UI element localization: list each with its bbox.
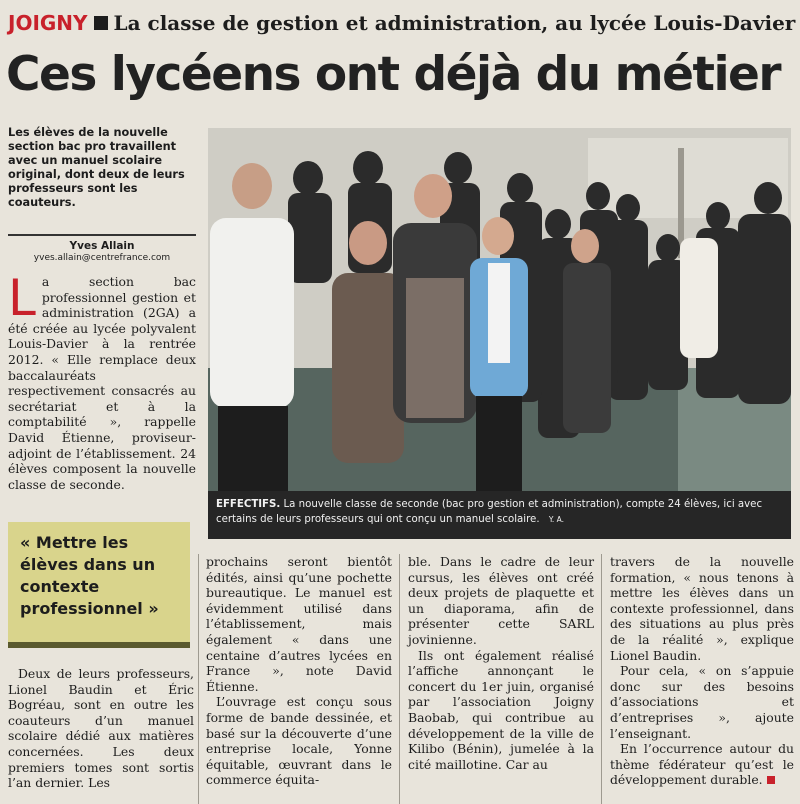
body-column-1 xyxy=(8,666,194,791)
group-photo-illustration xyxy=(208,128,791,491)
pull-quote: « Mettre les élèves dans un contexte professionnel » xyxy=(20,533,159,618)
column-paragraph: ble. Dans le cadre de leur cursus, les élèves ont créé deux projets de plaquette et un diaporama, afin de présenter cette SARL jovinienne. xyxy=(408,554,594,647)
end-mark-icon xyxy=(767,776,775,784)
kicker-subject: La classe de gestion et administration, au lycée Louis-Davier xyxy=(113,11,796,35)
column-paragraph: travers de la nouvelle formation, « nous tenons à mettre les élèves dans un contexte professionnel, dans des situations au plus près de la réalité », explique Lionel Baudin. xyxy=(610,554,794,663)
column-paragraph: L’ouvrage est conçu sous forme de bande dessinée, et basé sur la découverte d’une entreprise locale, Yonne équitable, œuvrant dans le commerce équita- xyxy=(206,694,392,788)
column-divider xyxy=(198,554,199,804)
lead-text: a section bac professionnel gestion et administration (2GA) a été créée au lycée polyvalent Louis-Davier à la rentrée 2012. « Elle remplace deux baccalauréats respectivement consacrés au secrétariat et à la comptabilité », rappelle David Étienne, proviseur-adjoint de l’établissement. 24 élèves composent la nouvelle classe de seconde. xyxy=(8,274,196,492)
drop-cap: L xyxy=(8,269,36,327)
headline: Ces lycéens ont déjà du métier xyxy=(6,47,781,102)
photo-caption xyxy=(208,491,791,539)
caption-label: EFFECTIFS. xyxy=(216,499,281,510)
byline-divider xyxy=(8,234,196,236)
body-column-2 xyxy=(206,554,392,788)
column-divider xyxy=(399,554,400,804)
kicker-square-icon xyxy=(94,16,108,30)
group-photo xyxy=(208,128,791,491)
pull-quote-box xyxy=(8,522,190,648)
byline-email: yves.allain@centrefrance.com xyxy=(33,253,171,263)
caption-text: La nouvelle classe de seconde (bac pro gestion et administration), compte 24 élèves, ici avec certains de leurs professeurs qui ont conçu un manuel scolaire. xyxy=(216,499,763,525)
column-divider xyxy=(601,554,602,804)
kicker-city: JOIGNY xyxy=(8,11,88,35)
kicker xyxy=(8,8,795,38)
column-paragraph: prochains seront bientôt édités, ainsi qu’une pochette bureautique. Le manuel est évidemment utilisé dans l’établissement, mais également « dans une centaine d’autres lycées en France », note David Étienne. xyxy=(206,554,392,694)
column-paragraph xyxy=(610,741,794,788)
column-paragraph: Deux de leurs professeurs, Lionel Baudin et Éric Bogréau, sont en outre les coauteurs d’un manuel scolaire dédié aux matières concernées. Les deux premiers tomes sont sortis l’an dernier. Les xyxy=(8,666,194,791)
closing-paragraph: En l’occurrence autour du thème fédérateur qu’est le développement durable. xyxy=(610,741,794,788)
standfirst: Les élèves de la nouvelle section bac pro travaillent avec un manuel scolaire original, dont deux de leurs professeurs sont les coauteurs. xyxy=(8,126,185,209)
column-paragraph: Ils ont également réalisé l’affiche annonçant le concert du 1er juin, organisé par l’association Joigny Baobab, qui contribue au développement de la ville de Kilibo (Bénin), jumelée à la cité maillotine. Car au xyxy=(408,647,594,772)
body-column-3 xyxy=(408,554,594,772)
body-column-4 xyxy=(610,554,794,788)
byline-author: Yves Allain xyxy=(69,240,135,252)
caption-credit: Y. A. xyxy=(548,515,565,524)
column-paragraph: Pour cela, « on s’appuie donc sur des besoins d’associations et d’entreprises », ajoute l’enseignant. xyxy=(610,663,794,741)
lead-paragraph xyxy=(8,269,196,492)
